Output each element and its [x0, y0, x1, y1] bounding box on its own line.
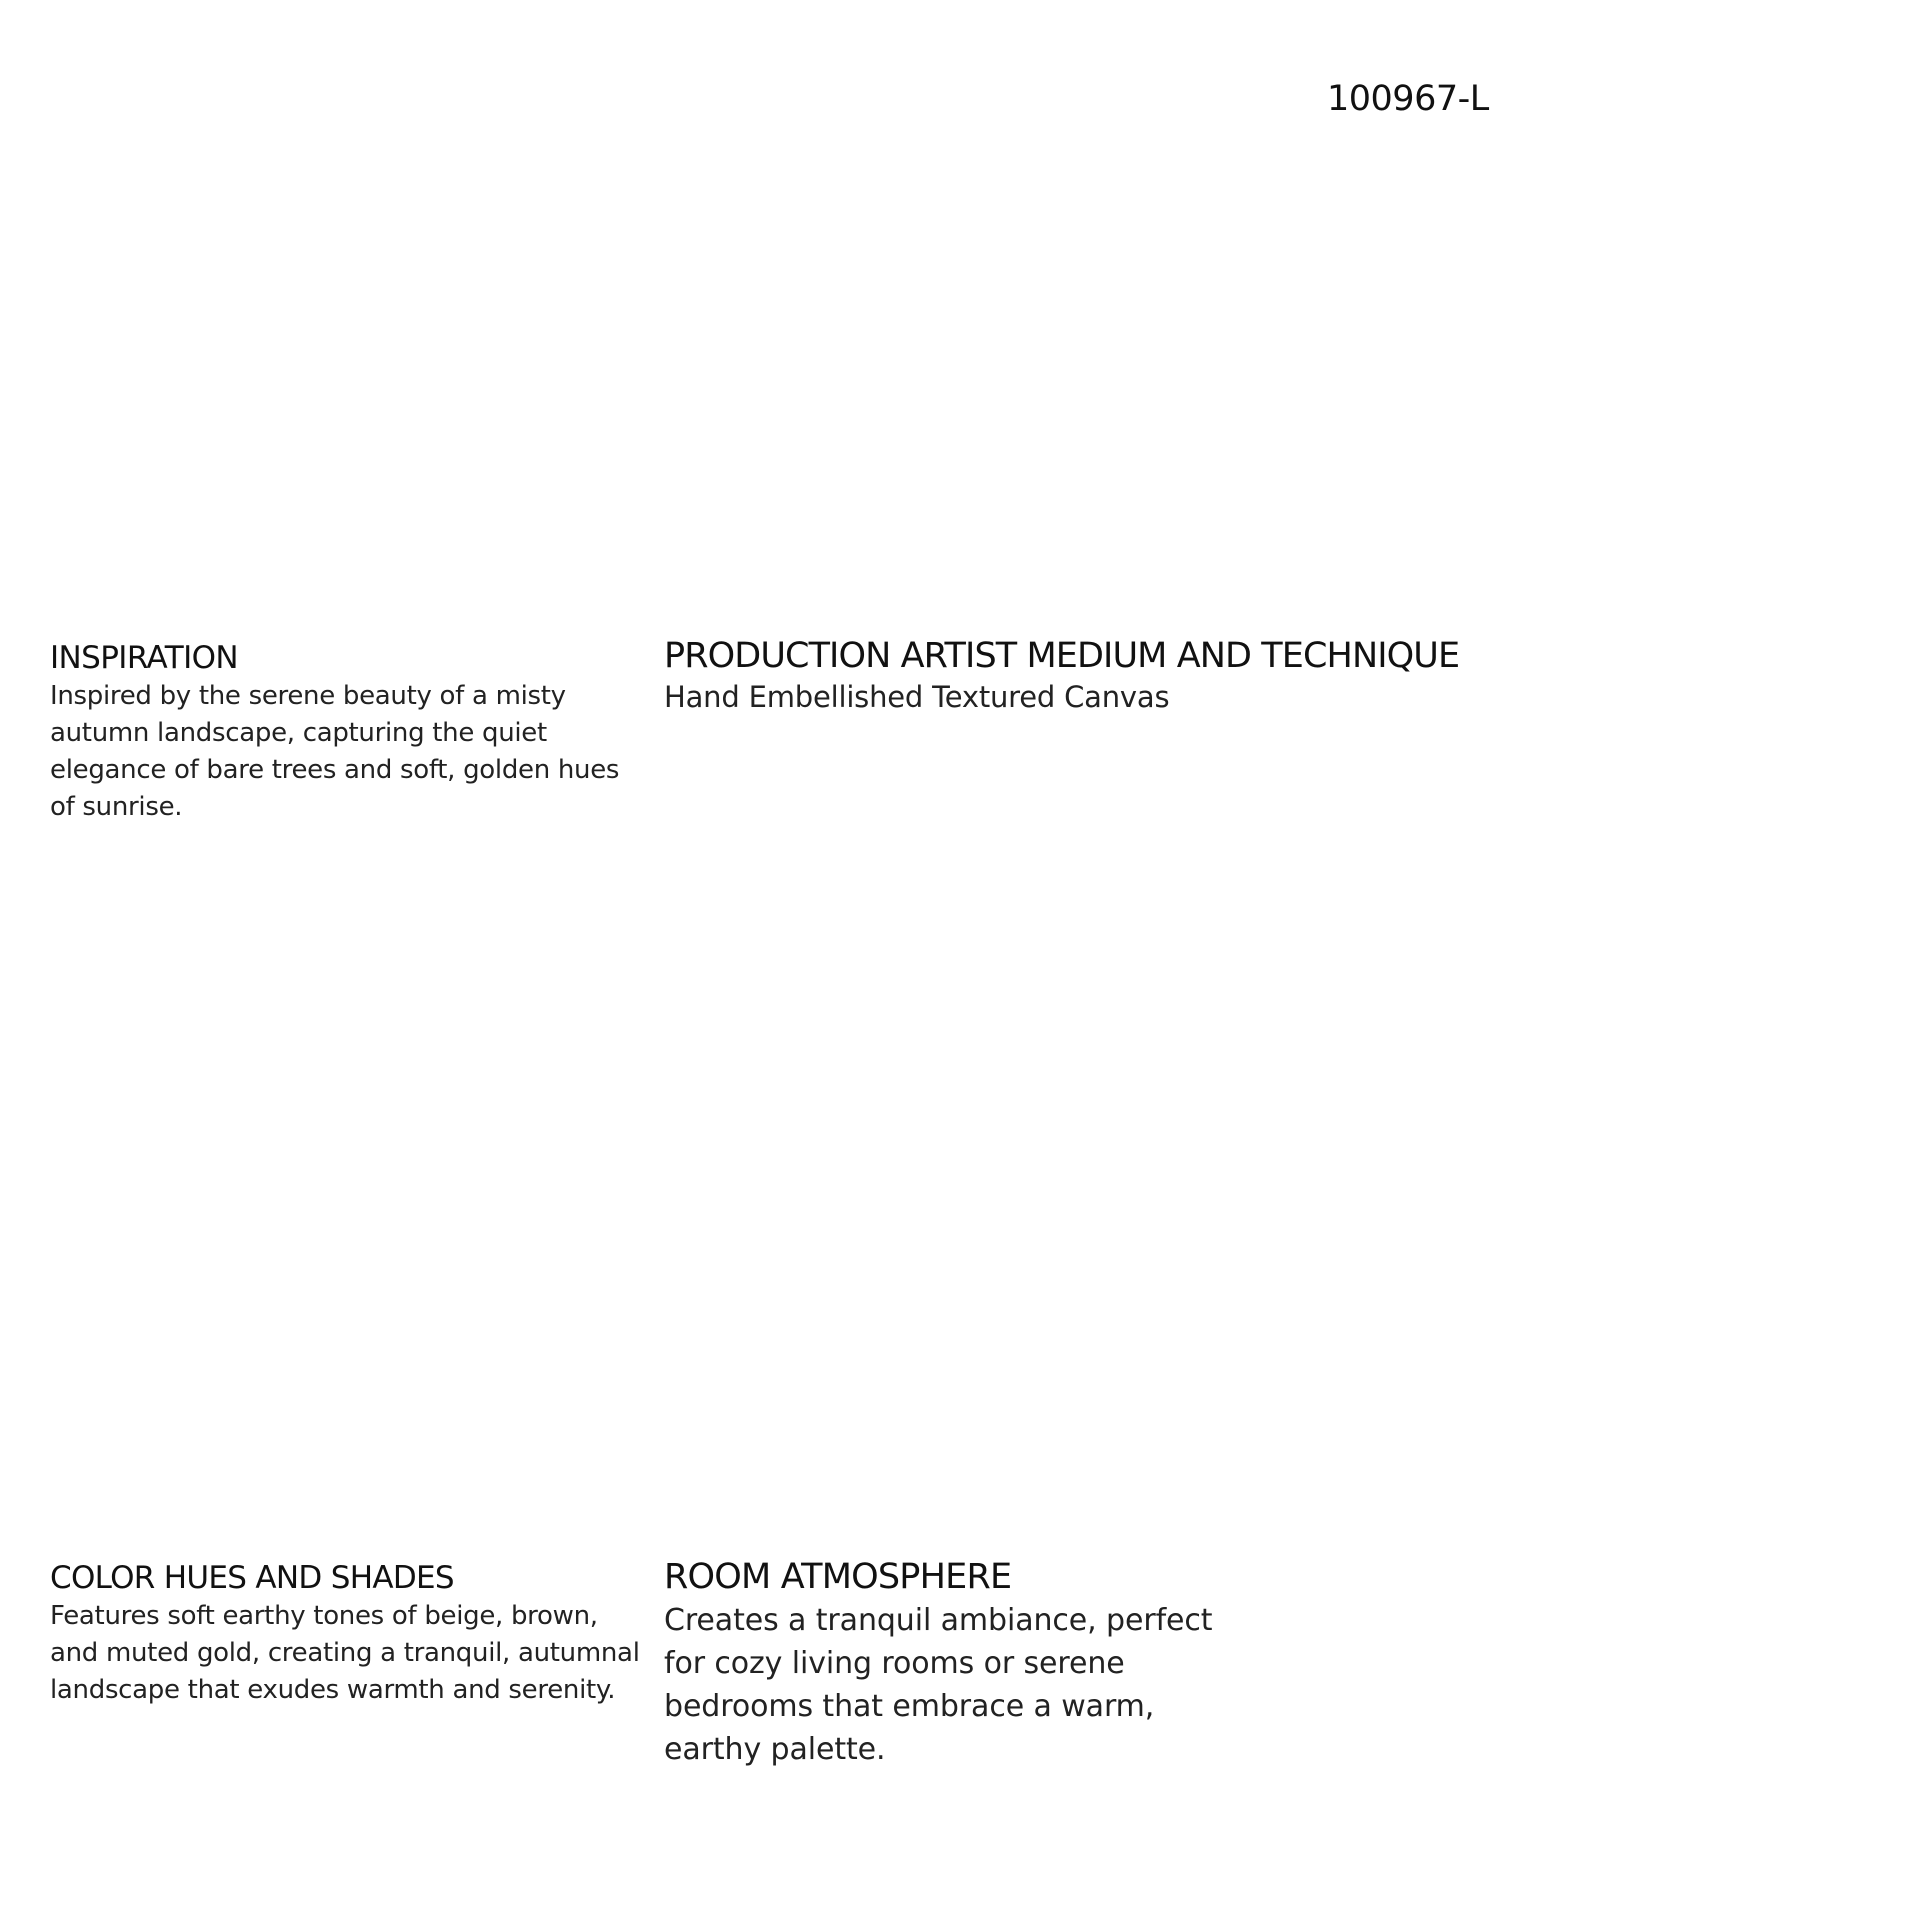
color-hues-section [50, 1558, 660, 1709]
inspiration-heading: INSPIRATION [50, 640, 238, 676]
color-hues-text: Features soft earthy tones of beige, brown, and muted gold, creating a tranquil, autumnal landscape that exudes warmth and serenity. [50, 1601, 640, 1705]
room-atmosphere-text: Creates a tranquil ambiance, perfect for cozy living rooms or serene bedrooms that embrace a warm, earthy palette. [664, 1603, 1213, 1767]
production-heading: PRODUCTION ARTIST MEDIUM AND TECHNIQUE [664, 636, 1460, 676]
color-hues-heading: COLOR HUES AND SHADES [50, 1560, 454, 1596]
product-code: 100967-L [1327, 79, 1489, 119]
inspiration-section [50, 638, 640, 826]
production-section [664, 634, 1864, 716]
production-text: Hand Embellished Textured Canvas [664, 680, 1170, 714]
inspiration-text: Inspired by the serene beauty of a misty autumn landscape, capturing the quiet elegance of bare trees and soft, golden hues of sunrise. [50, 681, 620, 822]
room-atmosphere-heading: ROOM ATMOSPHERE [664, 1557, 1012, 1597]
room-atmosphere-section [664, 1555, 1264, 1771]
